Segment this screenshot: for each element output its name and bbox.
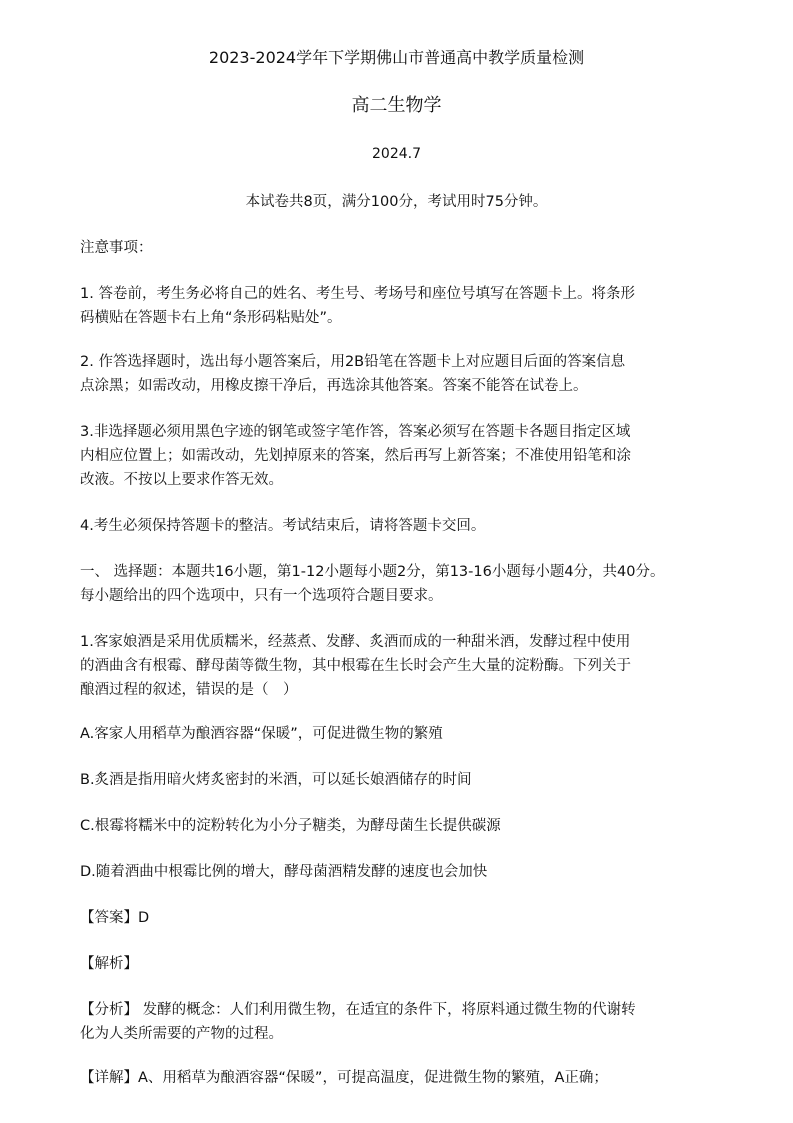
exam-summary: 本试卷共8页，满分100分，考试用时75分钟。 xyxy=(245,194,548,210)
subject-title: 高二生物学 xyxy=(351,95,442,116)
question-1-stem-line-1: 1.客家娘酒是采用优质糯米，经蒸煮、发酵、炙酒而成的一种甜米酒，发酵过程中使用 xyxy=(80,634,631,650)
xiangjie-line-1: 【详解】A、用稻草为酿酒容器“保暖”，可提高温度，促进微生物的繁殖，A正确； xyxy=(80,1070,608,1086)
question-1-option-b: B.炙酒是指用暗火烤炙密封的米酒，可以延长娘酒储存的时间 xyxy=(80,772,472,788)
question-1-stem-line-3: 酿酒过程的叙述，错误的是（ ） xyxy=(80,682,298,698)
notice-item-1-line-1: 1. 答卷前，考生务必将自己的姓名、考生号、考场号和座位号填写在答题卡上。将条形 xyxy=(80,286,635,302)
notice-item-3-line-2: 内相应位置上；如需改动，先划掉原来的答案，然后再写上新答案；不准使用铅笔和涂 xyxy=(80,448,631,464)
section-1-line-2: 每小题给出的四个选项中，只有一个选项符合题目要求。 xyxy=(80,588,443,604)
fenxi-line-2: 化为人类所需要的产物的过程。 xyxy=(80,1026,283,1042)
section-1-line-1: 一、 选择题：本题共16小题，第1-12小题每小题2分，第13-16小题每小题4分，共40分。 xyxy=(80,564,665,580)
notice-heading: 注意事项： xyxy=(80,240,153,256)
notice-item-2-line-1: 2. 作答选择题时，选出每小题答案后，用2B铅笔在答题卡上对应题目后面的答案信息 xyxy=(80,354,626,370)
notice-item-4: 4.考生必须保持答题卡的整洁。考试结束后，请将答题卡交回。 xyxy=(80,518,486,534)
notice-item-1-line-2: 码横贴在答题卡右上角“条形码粘贴处”。 xyxy=(80,310,342,326)
notice-item-2-line-2: 点涂黑；如需改动，用橡皮擦干净后，再选涂其他答案。答案不能答在试卷上。 xyxy=(80,378,588,394)
question-1-stem-line-2: 的酒曲含有根霉、酵母菌等微生物，其中根霉在生长时会产生大量的淀粉酶。下列关于 xyxy=(80,658,631,674)
exam-date: 2024.7 xyxy=(372,146,421,162)
analysis-label: 【解析】 xyxy=(80,956,138,972)
question-1-option-a: A.客家人用稻草为酿酒容器“保暖”，可促进微生物的繁殖 xyxy=(80,726,443,742)
fenxi-line-1: 【分析】 发酵的概念：人们利用微生物，在适宜的条件下，将原料通过微生物的代谢转 xyxy=(80,1002,636,1018)
exam-title: 2023-2024学年下学期佛山市普通高中教学质量检测 xyxy=(208,48,585,67)
answer-label: 【答案】D xyxy=(80,910,150,926)
question-1-option-c: C.根霉将糯米中的淀粉转化为小分子糖类，为酵母菌生长提供碳源 xyxy=(80,818,501,834)
notice-item-3-line-3: 改液。不按以上要求作答无效。 xyxy=(80,472,283,488)
question-1-option-d: D.随着酒曲中根霉比例的增大，酵母菌酒精发酵的速度也会加快 xyxy=(80,864,488,880)
notice-item-3-line-1: 3.非选择题必须用黑色字迹的钢笔或签字笔作答，答案必须写在答题卡各题目指定区域 xyxy=(80,424,631,440)
